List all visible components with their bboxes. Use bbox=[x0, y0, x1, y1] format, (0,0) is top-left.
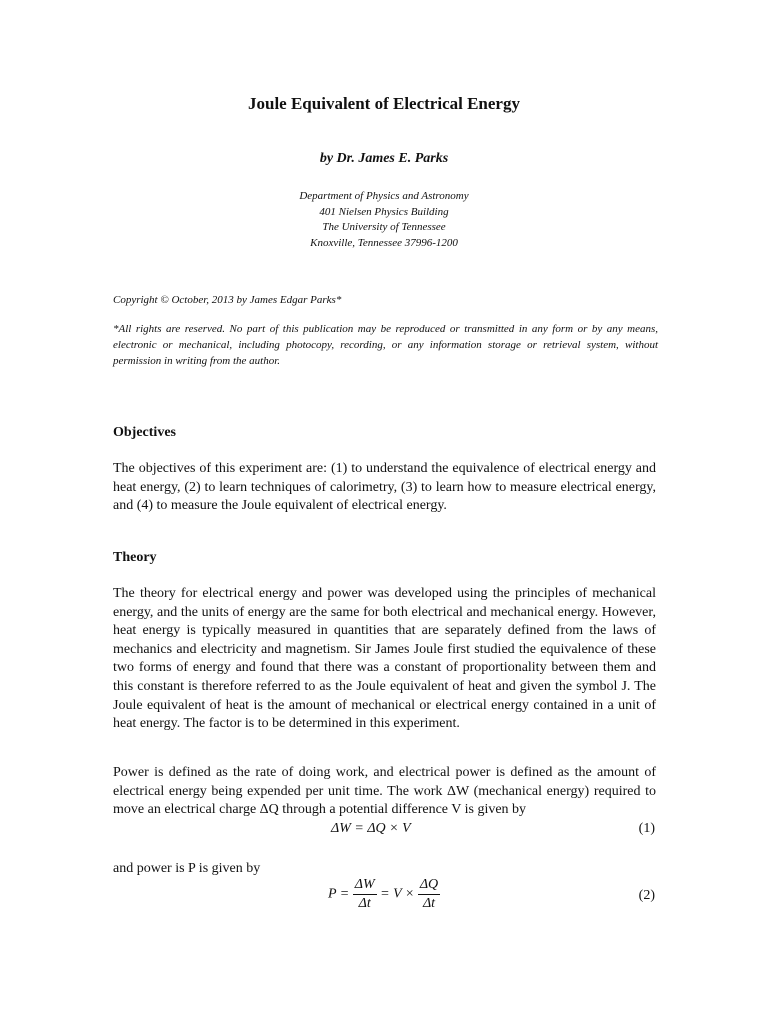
rights-notice: *All rights are reserved. No part of this publication may be reproduced or transmitted in any form or by any means, electronic or mechanical, including photocopy, recording, or any information storage or retrieval system, without permission in writing from the author. bbox=[113, 323, 658, 367]
theory-paragraph-2: Power is defined as the rate of doing work, and electrical power is defined as the amount of electrical energy being expended per unit time. The work ΔW (mechanical energy) required to move an electrical charge ΔQ through a potential difference V is given by bbox=[113, 765, 656, 818]
power-intro-text: and power is P is given by bbox=[113, 861, 261, 876]
equation-2-number: (2) bbox=[638, 888, 655, 903]
objectives-heading: Objectives bbox=[113, 425, 176, 440]
theory-paragraph-1: The theory for electrical energy and power was developed using the principles of mechanical energy, and the units of energy are the same for both electrical and mechanical energy. However, heat energy is typically measured in quantities that are separately defined from the laws of mechanics and electricity and magnetism. Sir James Joule first studied the equivalence of these two forms of energy and found that there was a constant of proportionality between them and this constant is therefore referred to as the Joule equivalent of heat and given the symbol J. The Joule equivalent of heat is the amount of mechanical or electrical energy contained in a unit of heat energy. The factor is to be determined in this experiment. bbox=[113, 586, 656, 732]
equation-2-fraction-work bbox=[353, 877, 377, 912]
objectives-paragraph: The objectives of this experiment are: (1) to understand the equivalence of electrical energy and heat energy, (2) to learn techniques of calorimetry, (3) to learn how to measure electrical energy, and (4) to measure the Joule equivalent of electrical energy. bbox=[113, 461, 656, 514]
document-title: Joule Equivalent of Electrical Energy bbox=[248, 94, 520, 113]
equation-2-lhs: P = bbox=[328, 886, 350, 902]
fraction-numerator: ΔW bbox=[353, 877, 377, 895]
fraction-denominator: Δt bbox=[422, 896, 436, 911]
equation-1-number: (1) bbox=[638, 821, 655, 836]
affiliation-line: 401 Nielsen Physics Building bbox=[319, 205, 449, 218]
affiliation-line: Knoxville, Tennessee 37996-1200 bbox=[310, 236, 458, 249]
affiliation-block bbox=[0, 189, 768, 251]
copyright-notice: Copyright © October, 2013 by James Edgar Parks* bbox=[113, 294, 342, 306]
theory-heading: Theory bbox=[113, 550, 157, 565]
affiliation-line: Department of Physics and Astronomy bbox=[299, 190, 469, 202]
equation-2-fraction-charge bbox=[418, 877, 440, 912]
fraction-numerator: ΔQ bbox=[418, 877, 440, 895]
author-line: by Dr. James E. Parks bbox=[319, 151, 449, 166]
equation-1: ΔW = ΔQ × V bbox=[331, 821, 411, 836]
affiliation-line: The University of Tennessee bbox=[322, 221, 446, 233]
fraction-denominator: Δt bbox=[358, 896, 371, 911]
equation-2 bbox=[328, 877, 440, 912]
equation-2-middle: = V × bbox=[380, 886, 415, 902]
